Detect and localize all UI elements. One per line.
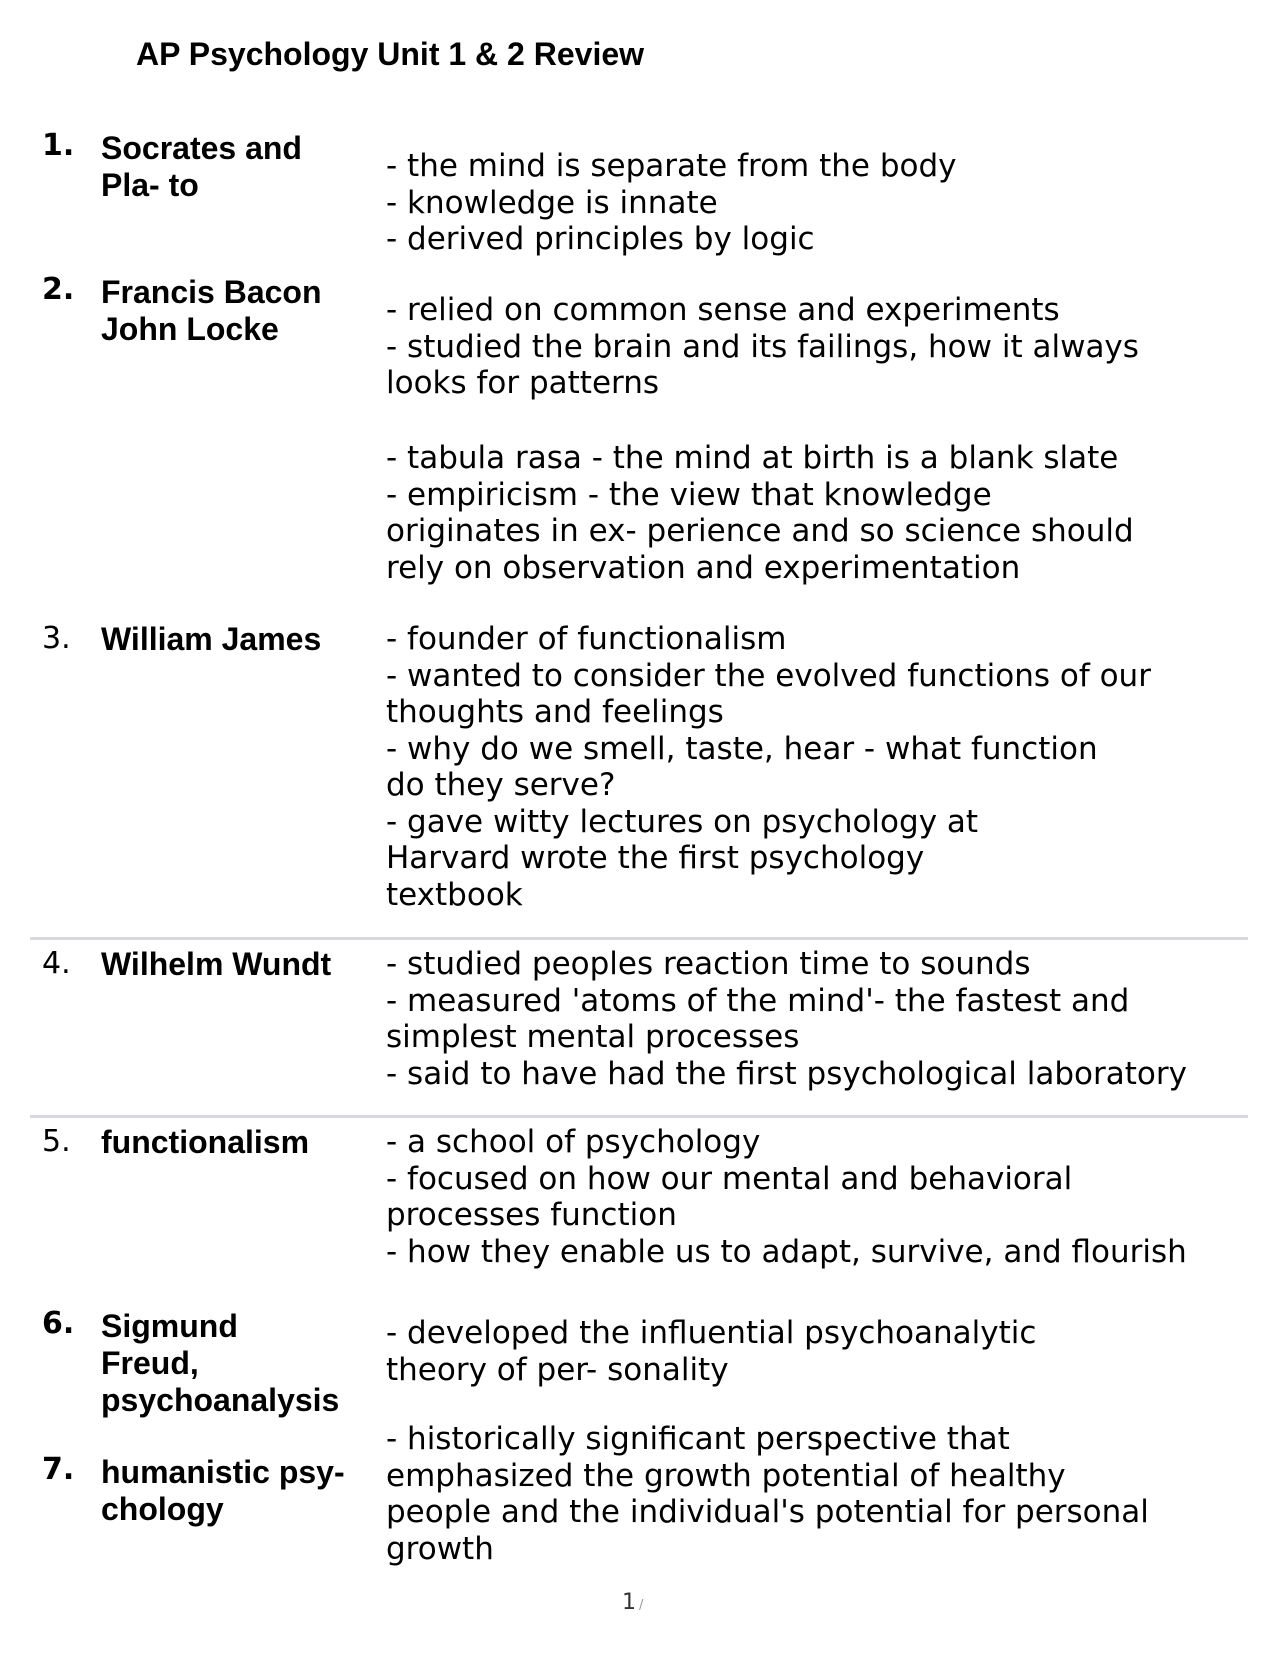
entry-term: Wilhelm Wundt bbox=[101, 946, 332, 982]
description-line: originates in ex- perience and so science should bbox=[386, 513, 1134, 549]
description-line: - gave witty lectures on psychology at bbox=[386, 803, 979, 840]
description-line: rely on observation and experimentation bbox=[386, 549, 1021, 586]
description-line: people and the individual's potential for personal bbox=[386, 1494, 1149, 1530]
entry-term: William James bbox=[101, 621, 322, 657]
entry-description bbox=[386, 148, 1266, 258]
description-line: - the mind is separate from the body bbox=[386, 148, 957, 184]
description-line: simplest mental processes bbox=[386, 1019, 800, 1055]
description-line: theory of per- sonality bbox=[386, 1351, 729, 1388]
page-number-value: 1 bbox=[622, 1590, 636, 1615]
description-line: emphasized the growth potential of healthy bbox=[386, 1457, 1066, 1494]
description-line: - founder of functionalism bbox=[386, 621, 787, 657]
entry-description bbox=[386, 1421, 1266, 1567]
description-line: - wanted to consider the evolved functions of our bbox=[386, 657, 1151, 694]
description-line: - focused on how our mental and behavioral bbox=[386, 1160, 1073, 1197]
description-line: - why do we smell, taste, hear - what function bbox=[386, 730, 1098, 767]
page-separator: / bbox=[639, 1598, 644, 1613]
description-line: - said to have had the first psychological laboratory bbox=[386, 1055, 1187, 1092]
entry-description bbox=[386, 946, 1266, 1092]
entry-number: 7. bbox=[42, 1452, 75, 1487]
description-line: growth bbox=[386, 1530, 494, 1567]
entry-number: 2. bbox=[42, 272, 75, 307]
description-line: - measured 'atoms of the mind'- the fastest and bbox=[386, 982, 1130, 1019]
description-line: - a school of psychology bbox=[386, 1124, 761, 1160]
description-line: - studied the brain and its failings, how it always bbox=[386, 328, 1139, 365]
description-line: - historically significant perspective that bbox=[386, 1421, 1010, 1457]
entry-term: Sigmund Freud, psychoanalysis bbox=[101, 1308, 340, 1418]
description-line: - studied peoples reaction time to sounds bbox=[386, 946, 1031, 982]
description-line: looks for patterns bbox=[386, 365, 660, 401]
description-line: thoughts and feelings bbox=[386, 694, 724, 730]
entry-term: Francis Bacon John Locke bbox=[101, 274, 322, 347]
description-line: - knowledge is innate bbox=[386, 184, 718, 221]
entry-term: humanistic psy- chology bbox=[101, 1454, 345, 1527]
entry-number: 1. bbox=[42, 128, 75, 163]
section-divider bbox=[30, 1115, 1248, 1118]
entry-description bbox=[386, 621, 1266, 913]
description-line: - developed the influential psychoanalytic bbox=[386, 1315, 1037, 1351]
description-line: do they serve? bbox=[386, 767, 616, 803]
entry-description bbox=[386, 1124, 1266, 1270]
description-line: - empiricism - the view that knowledge bbox=[386, 476, 992, 513]
description-line: Harvard wrote the first psychology bbox=[386, 840, 925, 876]
entry-number: 3. bbox=[42, 621, 71, 656]
description-line: processes function bbox=[386, 1197, 677, 1233]
entry-number: 5. bbox=[42, 1124, 71, 1159]
page-number bbox=[622, 1590, 643, 1615]
entry-number: 6. bbox=[42, 1306, 75, 1341]
description-line: - derived principles by logic bbox=[386, 221, 815, 257]
description-line: - relied on common sense and experiments bbox=[386, 292, 1060, 328]
section-divider bbox=[30, 937, 1248, 940]
entry-description bbox=[386, 1315, 1266, 1388]
entry-term: Socrates and Pla- to bbox=[101, 130, 302, 203]
description-line: - how they enable us to adapt, survive, and flourish bbox=[386, 1233, 1187, 1270]
entry-description bbox=[386, 292, 1266, 402]
description-line: textbook bbox=[386, 876, 523, 913]
entry-number: 4. bbox=[42, 946, 71, 981]
description-line: - tabula rasa - the mind at birth is a blank slate bbox=[386, 440, 1119, 476]
entry-description-continued bbox=[386, 440, 1266, 586]
entry-term: functionalism bbox=[101, 1124, 310, 1160]
document-title: AP Psychology Unit 1 & 2 Review bbox=[136, 36, 645, 72]
